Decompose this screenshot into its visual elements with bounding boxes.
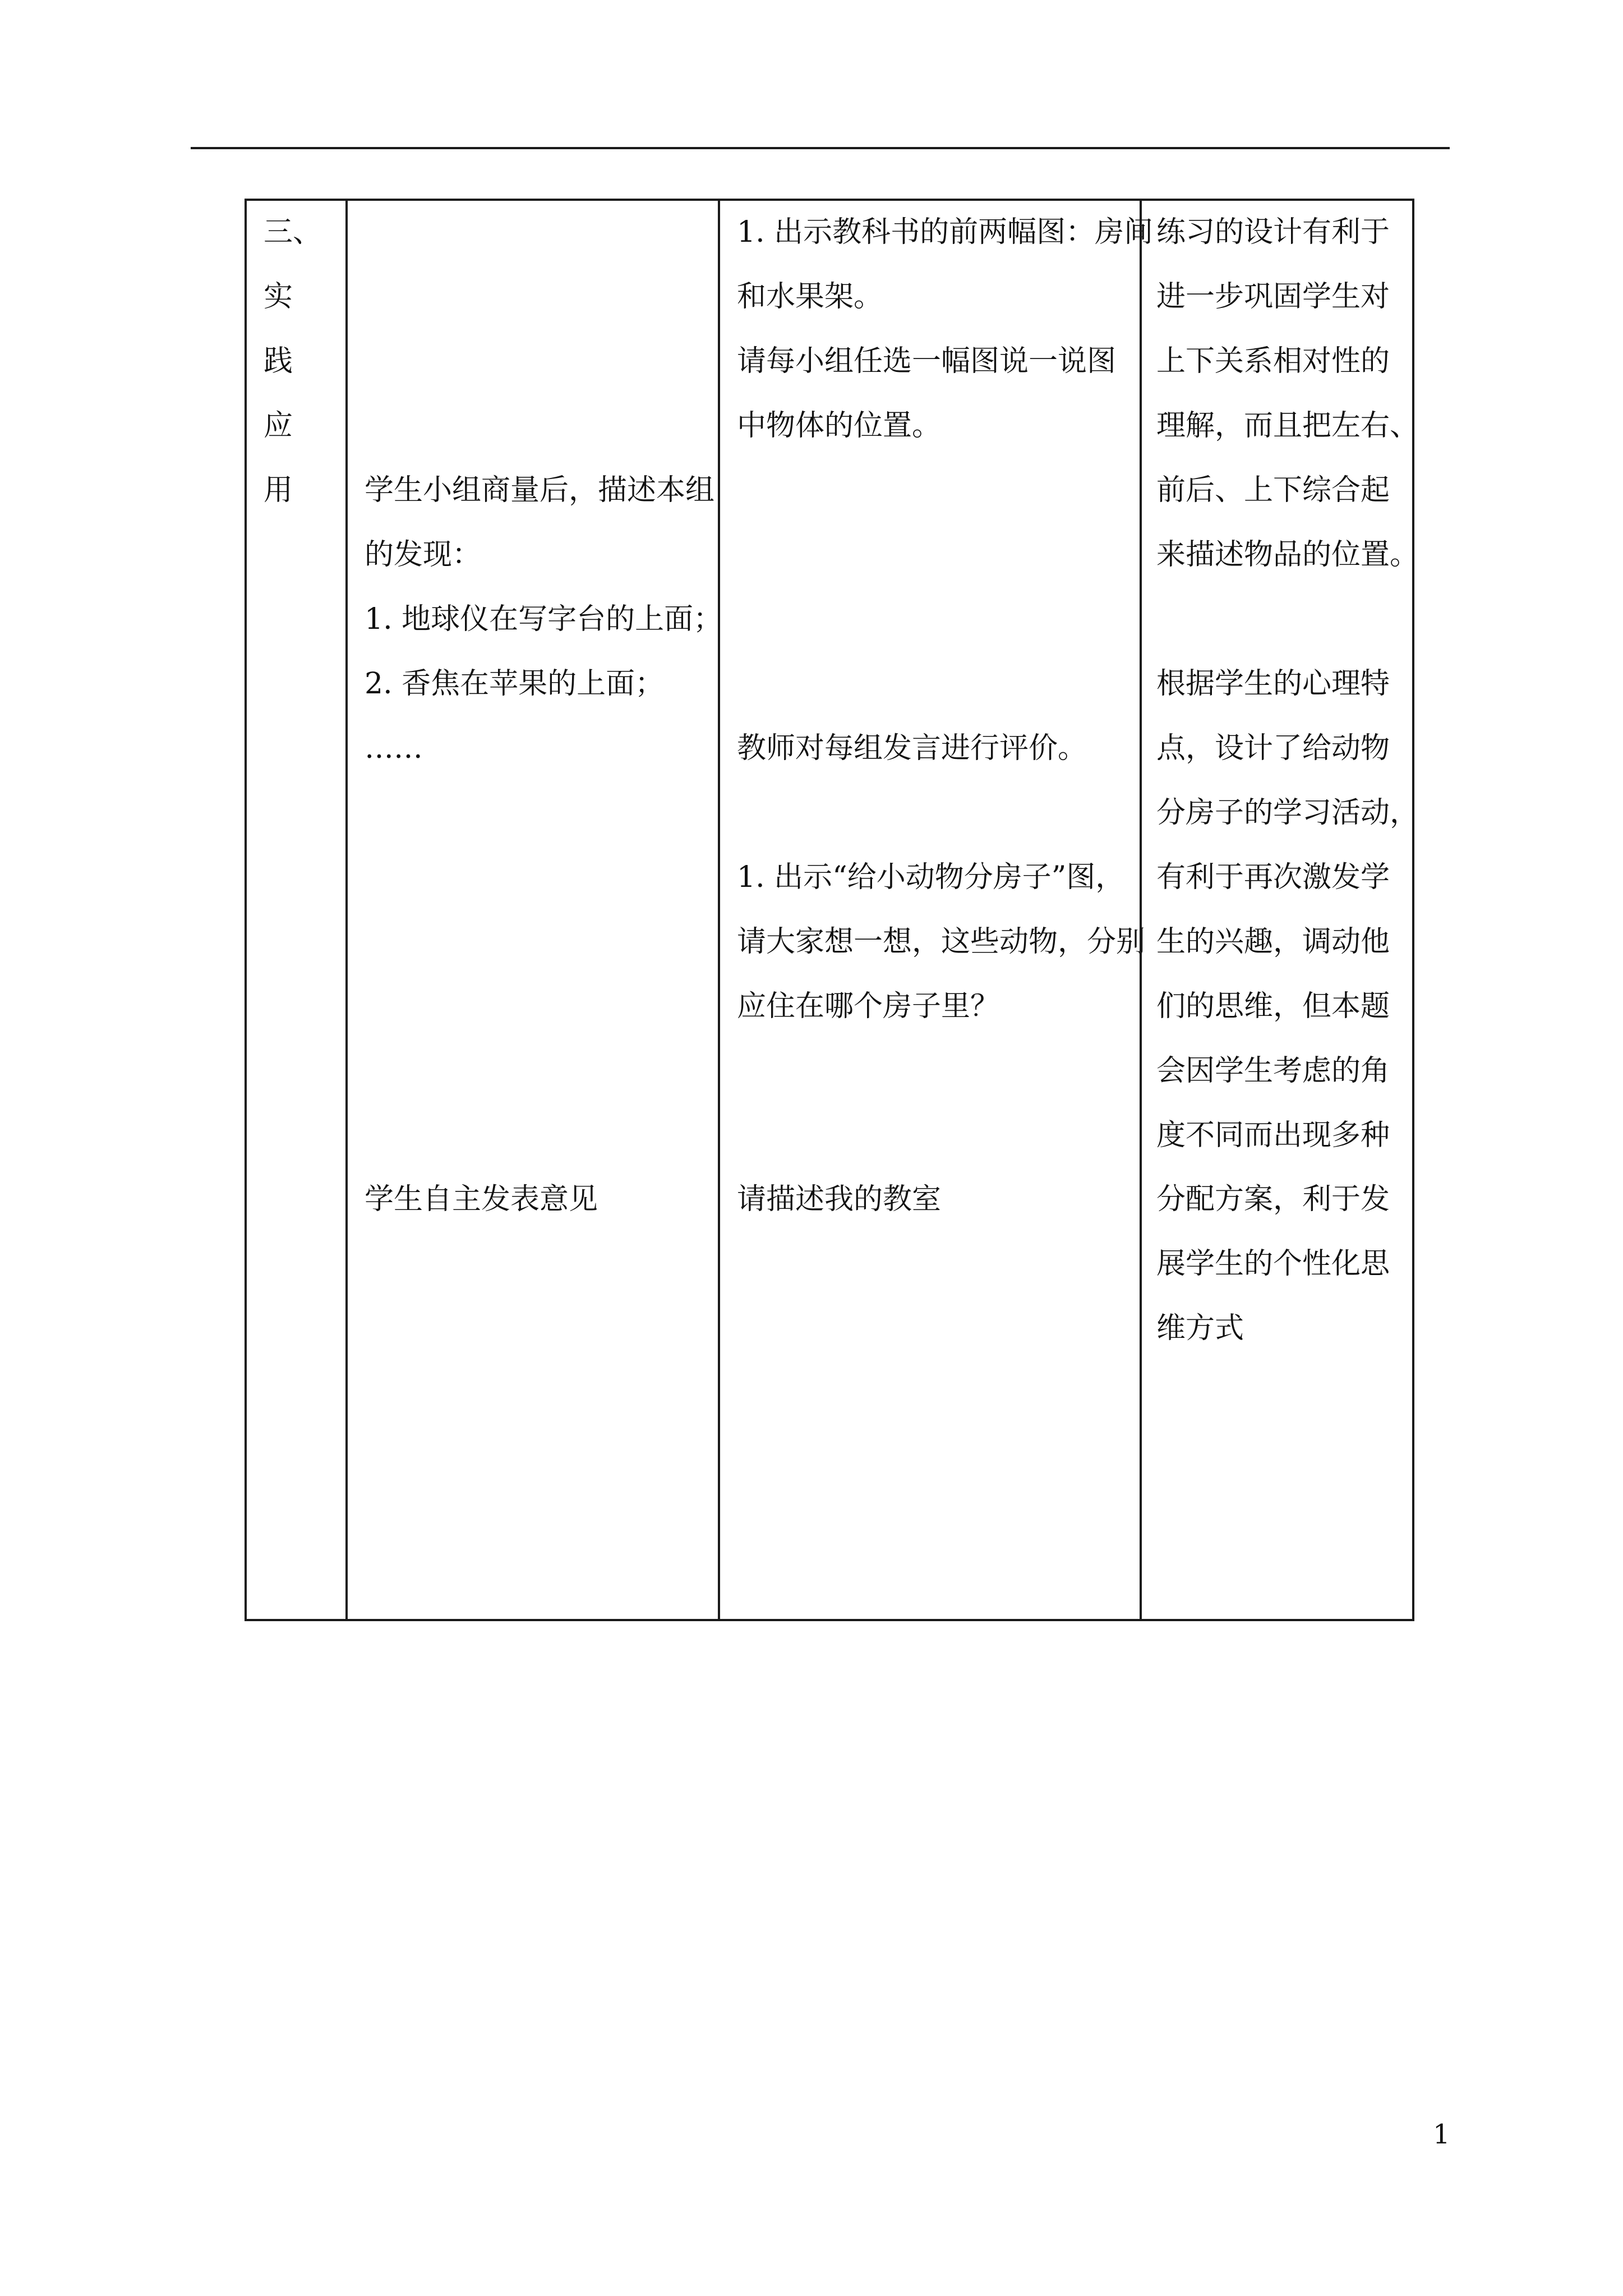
page-number: 1 [1433, 2119, 1450, 2150]
design-intent-line: 度不同而出现多种 [1156, 1119, 1390, 1152]
section-title-line: 用 [264, 473, 293, 507]
lesson-plan-table [245, 199, 1419, 1621]
student-activity-line: 1. 地球仪在写字台的上面； [365, 602, 723, 636]
student-activity-line: …… [365, 731, 423, 765]
design-intent-line: 理解，而且把左右、 [1156, 409, 1419, 443]
design-intent-line: 生的兴趣，调动他 [1156, 925, 1390, 959]
teacher-activity-line: 1. 出示“给小动物分房子”图， [737, 861, 1125, 894]
design-intent-line: 有利于再次激发学 [1156, 861, 1390, 894]
student-activity-column [345, 201, 723, 1619]
student-activity-line: 2. 香焦在苹果的上面； [365, 667, 665, 701]
design-intent-line: 根据学生的心理特 [1156, 667, 1390, 701]
design-intent-line: 前后、上下综合起 [1156, 473, 1390, 507]
teacher-activity-line: 应住在哪个房子里？ [737, 990, 1000, 1023]
design-intent-line: 练习的设计有利于 [1156, 215, 1390, 249]
design-intent-line: 维方式 [1156, 1312, 1244, 1345]
teacher-activity-line: 和水果架。 [737, 280, 883, 314]
teacher-activity-line: 1. 出示教科书的前两幅图：房间 [737, 215, 1154, 249]
section-column [247, 201, 345, 1619]
student-activity-line: 的发现： [365, 538, 482, 572]
section-title-line: 实 [264, 280, 293, 314]
design-intent-line: 分房子的学习活动， [1156, 796, 1419, 830]
teacher-activity-line: 请每小组任选一幅图说一说图 [737, 344, 1117, 378]
student-activity-line: 学生自主发表意见 [365, 1182, 598, 1216]
section-title-line: 应 [264, 409, 293, 443]
teacher-activity-line: 教师对每组发言进行评价。 [737, 731, 1087, 765]
design-intent-line: 会因学生考虑的角 [1156, 1054, 1390, 1088]
teacher-activity-line: 请大家想一想，这些动物，分别 [737, 925, 1146, 959]
design-intent-line: 们的思维，但本题 [1156, 990, 1390, 1023]
design-intent-column [1140, 201, 1419, 1619]
design-intent-line: 点，设计了给动物 [1156, 731, 1390, 765]
header-rule [191, 147, 1450, 149]
design-intent-line: 来描述物品的位置。 [1156, 538, 1419, 572]
teacher-activity-column [718, 201, 1154, 1619]
student-activity-line: 学生小组商量后，描述本组 [365, 473, 715, 507]
design-intent-line: 上下关系相对性的 [1156, 344, 1390, 378]
teacher-activity-line: 请描述我的教室 [737, 1182, 942, 1216]
section-title-line: 三、 [264, 215, 322, 249]
teacher-activity-line: 中物体的位置。 [737, 409, 942, 443]
design-intent-line: 进一步巩固学生对 [1156, 280, 1390, 314]
section-title-line: 践 [264, 344, 293, 378]
design-intent-line: 分配方案，利于发 [1156, 1182, 1390, 1216]
design-intent-line: 展学生的个性化思 [1156, 1247, 1390, 1281]
